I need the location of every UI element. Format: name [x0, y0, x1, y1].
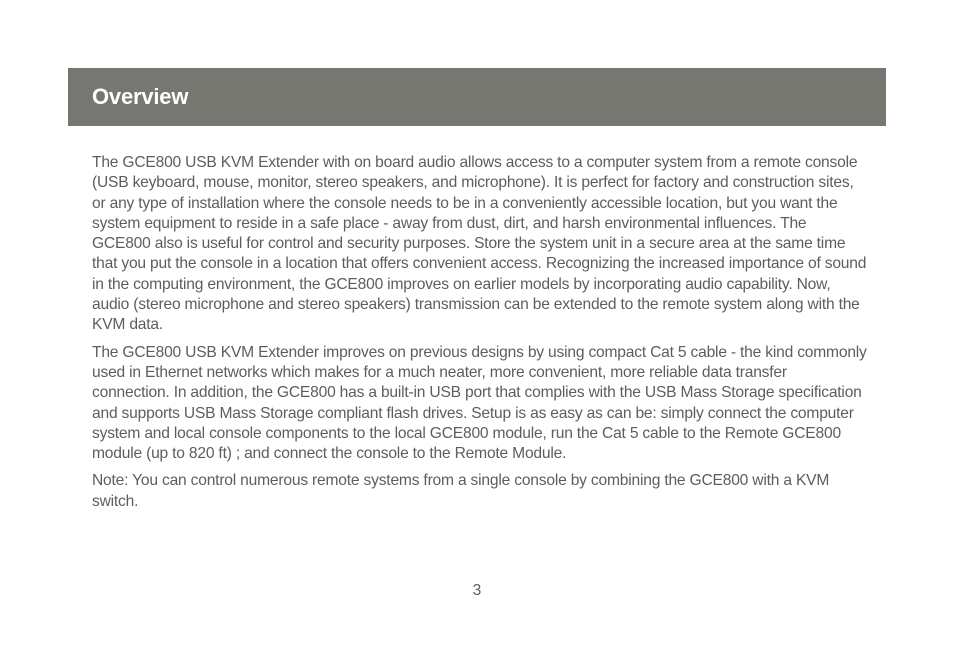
- body-text: [92, 153, 868, 519]
- section-header-bar: [68, 68, 886, 126]
- page-number: 3: [472, 582, 482, 599]
- paragraph-note: Note: You can control numerous remote systems from a single console by combining the GCE800 with a KVM switch.: [92, 472, 830, 510]
- section-title: Overview: [92, 84, 189, 109]
- paragraph-intro: The GCE800 USB KVM Extender with on board audio allows access to a computer system from a remote console (USB keyboard, mouse, monitor, stereo speakers, and microphone). It is perfect for factory and construction sites, or any type of installation where the console needs to be in a conveniently accessible location, but you want the system equipment to reside in a safe place - away from dust, dirt, and harsh environmental influences. The GCE800 also is useful for control and security purposes. Store the system unit in a secure area at the same time that you put the console in a location that offers convenient access. Recognizing the increased importance of sound in the computing environment, the GCE800 improves on earlier models by incorporating audio capability. Now, audio (stereo microphone and stereo speakers) transmission can be extended to the remote system along with the KVM data.: [92, 154, 867, 334]
- paragraph-design: The GCE800 USB KVM Extender improves on previous designs by using compact Cat 5 cable - the kind commonly used in Ethernet networks which makes for a much neater, more convenient, more reliable data transfer connection. In addition, the GCE800 has a built-in USB port that complies with the USB Mass Storage specification and supports USB Mass Storage compliant flash drives. Setup is as easy as can be: simply connect the computer system and local console components to the local GCE800 module, run the Cat 5 cable to the Remote GCE800 module (up to 820 ft) ; and connect the console to the Remote Module.: [92, 343, 867, 463]
